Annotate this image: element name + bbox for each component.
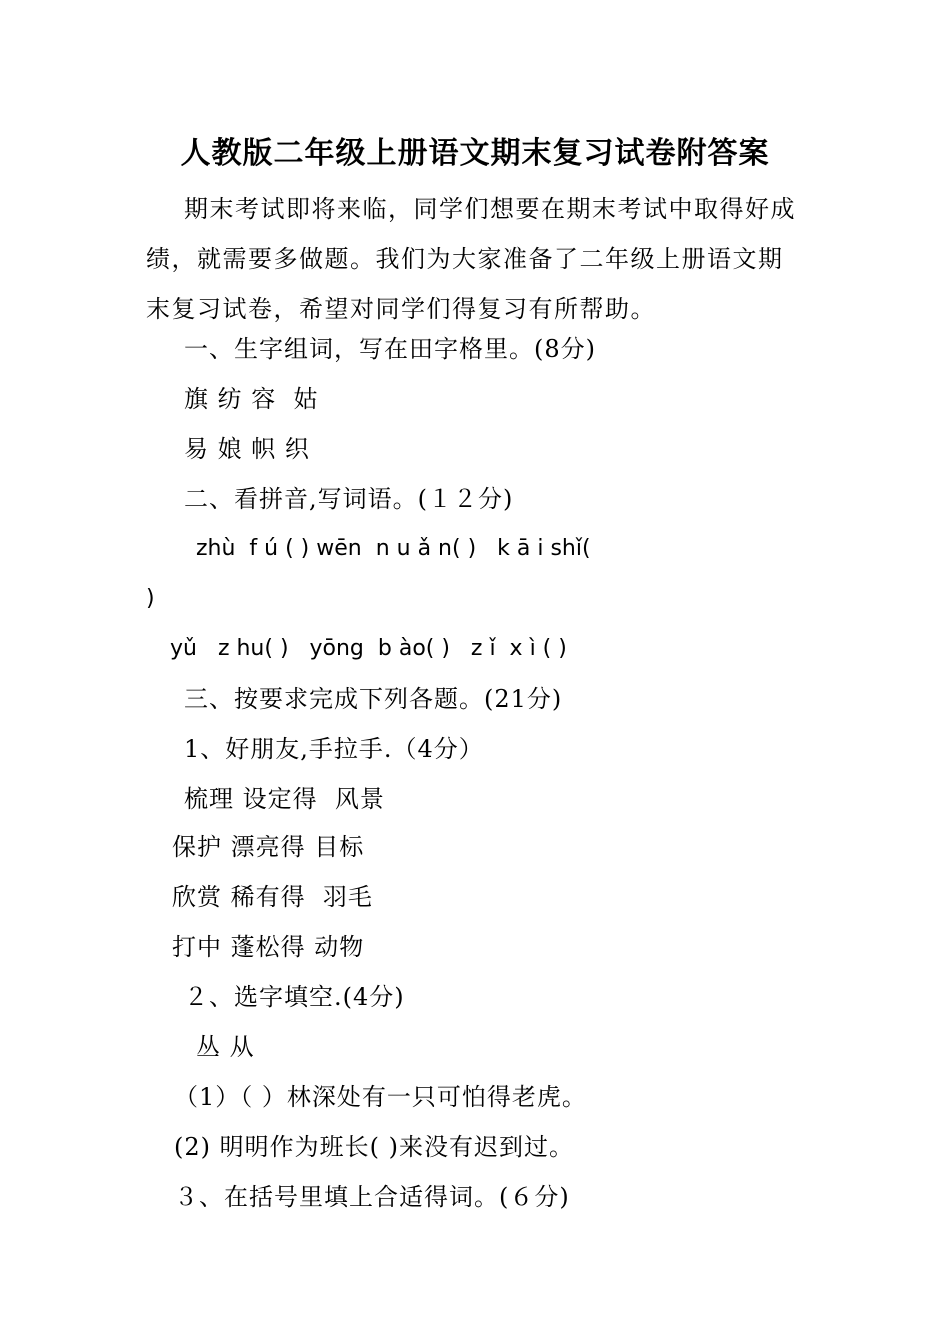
section3-heading: 三、按要求完成下列各题。(21分): [184, 685, 563, 713]
section1-row2: 易 娘 帜 织: [184, 435, 310, 463]
section2-pinyin-row1: zhù f ú ( ) wēn n u ǎ n( ) k ā i shǐ(: [196, 536, 591, 561]
section3-q3-heading: ３、在括号里填上合适得词。(６分): [174, 1183, 570, 1211]
section3-q1-row1: 梳理 设定得 风景: [184, 785, 385, 813]
section2-pinyin-row1-continued: ): [146, 586, 155, 611]
section3-q1-row2: 保护 漂亮得 目标: [172, 833, 365, 861]
section3-q2-heading: ２、选字填空.(4分): [184, 983, 405, 1011]
section3-q2-item1: （1）（ ）林深处有一只可怕得老虎。: [174, 1083, 587, 1111]
section2-pinyin-row2: yǔ z hu( ) yōng b ào( ) z ǐ x ì ( ): [170, 636, 567, 661]
document-title: 人教版二年级上册语文期末复习试卷附答案: [180, 136, 770, 171]
section3-q2-item2: (2) 明明作为班长( )来没有迟到过。: [174, 1133, 574, 1161]
intro-paragraph: 期末考试即将来临，同学们想要在期末考试中取得好成绩，就需要多做题。我们为大家准备了二年级上册语文期末复习试卷，希望对同学们得复习有所帮助。: [146, 195, 796, 323]
section1-row1: 旗 纺 容 姑: [184, 385, 319, 413]
section3-q2-chars: 丛 从: [196, 1033, 255, 1061]
section1-heading: 一、生字组词，写在田字格里。(8分): [184, 335, 596, 363]
section3-q1-heading: 1、好朋友,手拉手.（4分）: [184, 735, 484, 763]
section3-q1-row3: 欣赏 稀有得 羽毛: [172, 883, 373, 911]
section2-heading: 二、看拼音,写词语。(１２分): [184, 485, 514, 513]
section3-q1-row4: 打中 蓬松得 动物: [172, 933, 365, 961]
